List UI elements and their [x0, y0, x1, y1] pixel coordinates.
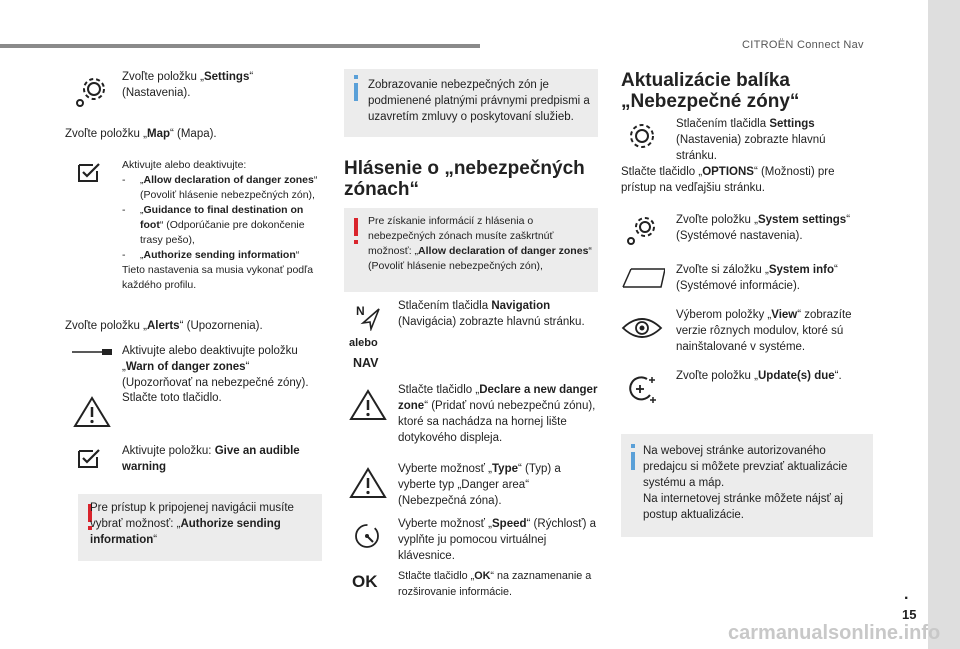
info-bar-stem: [631, 452, 635, 470]
options-instruction: Stlačte tlačidlo „OPTIONS“ (Možnosti) pre prístup na vedľajšiu stránku.: [621, 166, 835, 194]
warning-bar-icon: [354, 218, 358, 236]
info-bar-icon: [631, 444, 635, 448]
authorize-note-box: [78, 494, 322, 561]
system-settings-instruction: Zvoľte položku „System settings“ (Systémové nastavenia).: [676, 214, 851, 242]
north-label: N: [356, 304, 365, 318]
option-danger-declaration: - „Allow declaration of danger zones“ (Povoliť hlásenie nebezpečných zón),: [122, 174, 318, 201]
toggle-bar-icon: [70, 347, 114, 357]
authorize-note-text: Pre prístup k pripojenej navigácii musíte vybrať možnosť: „Authorize sending information“: [90, 502, 294, 546]
type-instruction: Vyberte možnosť „Type“ (Typ) a vyberte typ „Danger area“ (Nebezpečná zóna).: [398, 463, 561, 507]
checkbox-icon: [76, 446, 102, 470]
warning-dot: [354, 240, 358, 244]
navigation-arrow-icon: [356, 306, 382, 332]
info-bar-stem: [354, 83, 358, 101]
section-title-updates: Aktualizácie balíka „Nebezpečné zóny“: [621, 70, 800, 112]
option-guidance-foot: - „Guidance to final destination on foot“ (Odporúčanie pre dokončenie trasy pešo),: [122, 204, 305, 246]
alebo-label: alebo: [349, 337, 378, 349]
update-info-web: Na internetovej stránke môžete nájsť aj postup aktualizácie.: [643, 493, 843, 521]
alerts-instruction: Zvoľte položku „Alerts“ (Upozornenia).: [65, 320, 263, 332]
update-info-box: [621, 434, 873, 537]
update-refresh-icon: [622, 372, 662, 406]
activate-title: Aktivujte alebo deaktivujte:: [122, 159, 247, 171]
ok-instruction: Stlačte tlačidlo „OK“ na zaznamenanie a rozširovanie informácie.: [398, 570, 592, 598]
update-info-text: [643, 443, 865, 523]
profile-note: Tieto nastavenia sa musia vykonať podľa každého profilu.: [122, 264, 314, 291]
navigation-instruction: Stlačením tlačidla Navigation (Navigácia) zobrazte hlavnú stránku.: [398, 300, 585, 328]
view-instruction: Výberom položky „View“ zobrazíte verzie rôznych modulov, ktoré sú nainštalované v systéme.: [676, 309, 852, 353]
settings-main-instruction: Stlačením tlačidla Settings (Nastavenia) zobrazte hlavnú stránku.: [676, 118, 826, 162]
settings-instruction: Zvoľte položku „Settings“ (Nastavenia).: [122, 71, 254, 99]
system-settings-gear-icon: [622, 211, 664, 251]
page-number: 15: [902, 607, 917, 622]
danger-zone-info-box: [344, 69, 598, 137]
page-side-strip: [928, 0, 960, 649]
warning-triangle-icon: [72, 395, 112, 429]
update-info-dealer: Na webovej stránke autorizovaného predajcu si môžete prevziať aktualizácie systému a máp.: [643, 445, 848, 489]
settings-gear-icon: [624, 118, 660, 154]
watermark: carmanualsonline.info: [728, 622, 941, 644]
header-brand: CITROËN Connect Nav: [742, 39, 864, 51]
ok-button-label: OK: [352, 572, 378, 591]
warning-triangle-icon: [348, 388, 388, 422]
update-due-instruction: Zvoľte položku „Update(s) due“.: [676, 370, 842, 382]
settings-gear-icon: [72, 72, 112, 112]
tab-outline-icon: [620, 266, 666, 290]
map-instruction: Zvoľte položku „Map“ (Mapa).: [65, 128, 217, 140]
danger-declaration-warning-text: Pre získanie informácií z hlásenia o nebezpečných zónach musíte zaškrtnúť možnosť: „Allow declaration of danger zones“ (Povoliť hlásenie nebezpečných zón),: [368, 215, 592, 272]
audible-warning-instruction: Aktivujte položku: Give an audible warning: [122, 445, 300, 473]
section-title-danger-report: Hlásenie o „nebezpečných zónach“: [344, 158, 585, 200]
danger-declaration-warning-box: [344, 208, 598, 292]
info-bar-icon: [354, 75, 358, 79]
declare-zone-instruction: Stlačte tlačidlo „Declare a new danger zone“ (Pridať novú nebezpečnú zónu), ktoré sa nachádza na hornej lište dotykového displeja.: [398, 384, 598, 444]
eye-icon: [620, 312, 664, 344]
warn-danger-instruction: Aktivujte alebo deaktivujte položku „Warn of danger zones“ (Upozorňovať na nebezpečné zóny).: [122, 345, 309, 389]
activate-options: [122, 158, 322, 293]
continue-mark: .: [904, 586, 909, 603]
option-authorize-info: - „Authorize sending information“: [122, 249, 300, 261]
press-button-text: Stlačte toto tlačidlo.: [122, 392, 222, 404]
header-rule: [0, 44, 480, 48]
danger-zone-info-text: Zobrazovanie nebezpečných zón je podmienené platnými právnymi predpismi a uzavretím zmluvy o poskytovaní služieb.: [368, 79, 590, 123]
nav-button-label: NAV: [353, 356, 379, 370]
checkbox-icon: [76, 160, 102, 184]
speed-instruction: Vyberte možnosť „Speed“ (Rýchlosť) a vyplňte ju pomocou virtuálnej klávesnice.: [398, 518, 597, 562]
speedometer-icon: [352, 521, 382, 551]
system-info-instruction: Zvoľte si záložku „System info“ (Systémové informácie).: [676, 264, 838, 292]
warning-triangle-icon: [348, 466, 388, 500]
